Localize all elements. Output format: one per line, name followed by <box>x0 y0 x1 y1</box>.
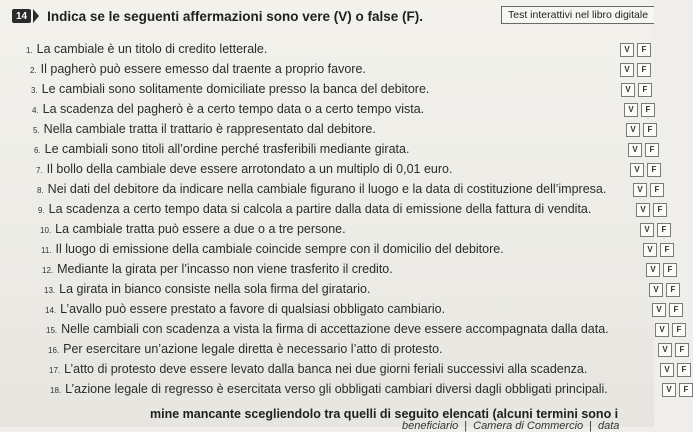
statement-text: La cambiale tratta può essere a due o a tre persone. <box>55 222 346 236</box>
statement-text: Il luogo di emissione della cambiale coincide sempre con il domicilio del debitore. <box>55 242 504 256</box>
true-checkbox[interactable]: V <box>643 243 657 257</box>
statement-item <box>38 202 591 216</box>
statement-number: 11. <box>41 246 52 255</box>
statement-number: 8. <box>37 186 44 195</box>
statement-text: La scadenza a certo tempo data si calcola a partire dalla data di emissione della fattura di vendita. <box>48 202 592 216</box>
true-false-boxes <box>624 103 655 117</box>
statement-number: 1. <box>26 46 33 55</box>
true-checkbox[interactable]: V <box>620 43 634 57</box>
statement-text: Nella cambiale tratta il trattario è rappresentato dal debitore. <box>43 122 376 136</box>
true-false-boxes <box>643 243 674 257</box>
true-checkbox[interactable]: V <box>660 363 674 377</box>
statement-number: 14. <box>45 306 57 315</box>
true-checkbox[interactable]: V <box>658 343 672 357</box>
statement-text: Le cambiali sono solitamente domiciliate presso la banca del debitore. <box>41 82 430 96</box>
statement-number: 17. <box>49 366 61 375</box>
keyword-item: data <box>598 420 620 432</box>
true-false-boxes <box>652 303 683 317</box>
true-checkbox[interactable]: V <box>624 103 638 117</box>
false-checkbox[interactable]: F <box>675 343 689 357</box>
keyword-separator: | <box>589 420 593 432</box>
statement-item <box>33 122 376 136</box>
true-checkbox[interactable]: V <box>646 263 660 277</box>
false-checkbox[interactable]: F <box>641 103 655 117</box>
true-false-boxes <box>636 203 667 217</box>
statement-text: Mediante la girata per l’incasso non viene trasferito il credito. <box>57 262 393 276</box>
true-checkbox[interactable]: V <box>633 183 647 197</box>
true-false-boxes <box>628 143 659 157</box>
statement-text: Il bollo della cambiale deve essere arrotondato a un multiplo di 0,01 euro. <box>46 162 453 176</box>
statement-text: La scadenza del pagherò è a certo tempo data o a certo tempo vista. <box>42 102 425 116</box>
statement-number: 13. <box>44 286 56 295</box>
statement-number: 10. <box>40 226 52 235</box>
statement-item <box>41 242 504 256</box>
false-checkbox[interactable]: F <box>637 63 651 77</box>
false-checkbox[interactable]: F <box>666 283 680 297</box>
statement-number: 12. <box>42 266 54 275</box>
statement-item <box>48 342 443 356</box>
true-checkbox[interactable]: V <box>630 163 644 177</box>
statement-number: 5. <box>33 126 40 135</box>
statement-number: 2. <box>30 66 37 75</box>
false-checkbox[interactable]: F <box>672 323 686 337</box>
true-false-boxes <box>660 363 691 377</box>
statement-item <box>45 302 445 316</box>
exercise-instruction: Indica se le seguenti affermazioni sono vere (V) o false (F). <box>47 8 423 24</box>
statement-item <box>50 382 608 396</box>
true-false-boxes <box>621 83 652 97</box>
true-checkbox[interactable]: V <box>626 123 640 137</box>
statement-item <box>30 62 366 76</box>
true-false-boxes <box>658 343 689 357</box>
false-checkbox[interactable]: F <box>657 223 671 237</box>
false-checkbox[interactable]: F <box>669 303 683 317</box>
statement-text: Nei dati del debitore da indicare nella cambiale figurano il luogo e la data di costituzione dell’impresa. <box>47 182 607 196</box>
false-checkbox[interactable]: F <box>650 183 664 197</box>
statement-item <box>40 222 346 236</box>
exercise-number: 14 <box>16 10 28 22</box>
statement-text: L’avallo può essere prestato a favore di qualsiasi obbligato cambiario. <box>60 302 446 316</box>
statement-text: Nelle cambiali con scadenza a vista la firma di accettazione deve essere accompagnata dalla data. <box>61 322 609 336</box>
statement-item <box>42 262 393 276</box>
true-false-boxes <box>630 163 661 177</box>
statement-item <box>36 162 452 176</box>
exercise-header <box>12 6 423 26</box>
false-checkbox[interactable]: F <box>677 363 691 377</box>
keyword-list <box>402 420 619 432</box>
next-exercise-instruction: mine mancante scegliendolo tra quelli di seguito elencati (alcuni termini sono i <box>150 407 619 421</box>
true-checkbox[interactable]: V <box>636 203 650 217</box>
true-checkbox[interactable]: V <box>649 283 663 297</box>
keyword-item: beneficiario <box>402 420 459 432</box>
statement-item <box>46 322 609 336</box>
statement-item <box>31 82 429 96</box>
statement-item <box>32 102 424 116</box>
true-false-boxes <box>620 43 651 57</box>
statement-number: 16. <box>48 346 60 355</box>
true-false-boxes <box>662 383 693 397</box>
false-checkbox[interactable]: F <box>663 263 677 277</box>
statement-number: 7. <box>36 166 43 175</box>
true-false-boxes <box>626 123 657 137</box>
statement-item <box>49 362 587 376</box>
statement-text: L’azione legale di regresso è esercitata verso gli obbligati cambiari diversi dagli obbligati principali. <box>65 382 608 396</box>
statement-number: 9. <box>38 206 45 215</box>
interactive-tests-link[interactable]: Test interattivi nel libro digitale <box>501 6 654 24</box>
true-checkbox[interactable]: V <box>628 143 642 157</box>
true-checkbox[interactable]: V <box>621 83 635 97</box>
statement-number: 15. <box>46 326 58 335</box>
false-checkbox[interactable]: F <box>660 243 674 257</box>
true-checkbox[interactable]: V <box>662 383 676 397</box>
true-checkbox[interactable]: V <box>640 223 654 237</box>
statement-text: Il pagherò può essere emesso dal traente a proprio favore. <box>40 62 366 76</box>
statement-text: Per esercitare un’azione legale diretta è necessario l’atto di protesto. <box>63 342 443 356</box>
true-false-boxes <box>646 263 677 277</box>
statement-text: La cambiale è un titolo di credito letterale. <box>36 42 268 56</box>
exercise-number-badge <box>12 9 31 23</box>
true-false-boxes <box>649 283 680 297</box>
true-false-boxes <box>640 223 671 237</box>
false-checkbox[interactable]: F <box>647 163 661 177</box>
false-checkbox[interactable]: F <box>679 383 693 397</box>
statement-number: 3. <box>31 86 38 95</box>
true-false-boxes <box>633 183 664 197</box>
statement-item <box>37 182 606 196</box>
false-checkbox[interactable]: F <box>643 123 657 137</box>
false-checkbox[interactable]: F <box>638 83 652 97</box>
true-checkbox[interactable]: V <box>655 323 669 337</box>
false-checkbox[interactable]: F <box>653 203 667 217</box>
statement-text: L’atto di protesto deve essere levato dalla banca nei due giorni feriali successivi alla scadenza. <box>64 362 588 376</box>
statement-text: Le cambiali sono titoli all’ordine perché trasferibili mediante girata. <box>44 142 410 156</box>
statement-item <box>26 42 267 56</box>
true-checkbox[interactable]: V <box>652 303 666 317</box>
keyword-item: Camera di Commercio <box>473 420 584 432</box>
statement-number: 6. <box>34 146 41 155</box>
true-false-boxes <box>620 63 651 77</box>
statement-number: 18. <box>50 386 62 395</box>
true-checkbox[interactable]: V <box>620 63 634 77</box>
true-false-boxes <box>655 323 686 337</box>
keyword-separator: | <box>464 420 468 432</box>
false-checkbox[interactable]: F <box>645 143 659 157</box>
statement-number: 4. <box>32 106 39 115</box>
statement-item <box>34 142 409 156</box>
false-checkbox[interactable]: F <box>637 43 651 57</box>
statement-text: La girata in bianco consiste nella sola firma del giratario. <box>59 282 371 296</box>
badge-arrow-icon <box>33 9 45 23</box>
statement-item <box>44 282 370 296</box>
